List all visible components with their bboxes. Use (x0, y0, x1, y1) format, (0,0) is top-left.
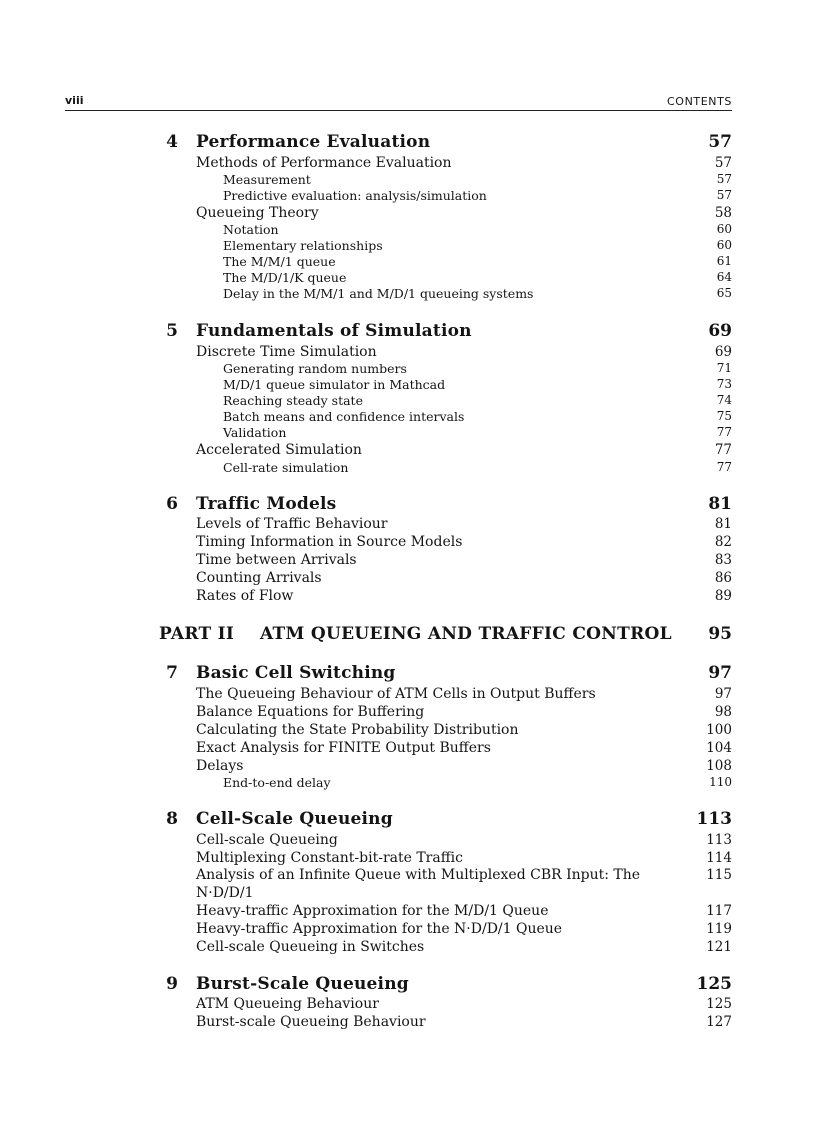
chapter-number: 9 (166, 974, 178, 994)
chapter-page: 97 (708, 663, 732, 683)
chapter-number: 6 (166, 494, 178, 514)
chapter-title: Traffic Models (196, 494, 337, 514)
chapter-number: 8 (166, 809, 178, 829)
chapter-title: Cell-Scale Queueing (196, 809, 393, 829)
chapter-page: 125 (696, 974, 732, 994)
chapter-page: 81 (708, 494, 732, 514)
chapter-title: Burst-Scale Queueing (196, 974, 409, 994)
chapter-number: 7 (166, 663, 178, 683)
chapter-page: 113 (696, 809, 732, 829)
part-label: PART II (159, 624, 235, 644)
part-page: 95 (708, 624, 732, 644)
chapter-title: Basic Cell Switching (196, 663, 396, 683)
chapter-number: 5 (166, 321, 178, 341)
chapter-title: Performance Evaluation (196, 132, 431, 152)
chapter-page: 57 (708, 132, 732, 152)
part-title: ATM QUEUEING AND TRAFFIC CONTROL (260, 624, 672, 644)
running-title: CONTENTS (667, 95, 732, 108)
page-number: viii (65, 94, 84, 107)
chapter-number: 4 (166, 132, 178, 152)
chapter-page: 69 (708, 321, 732, 341)
running-header (65, 94, 732, 111)
chapter-title: Fundamentals of Simulation (196, 321, 472, 341)
